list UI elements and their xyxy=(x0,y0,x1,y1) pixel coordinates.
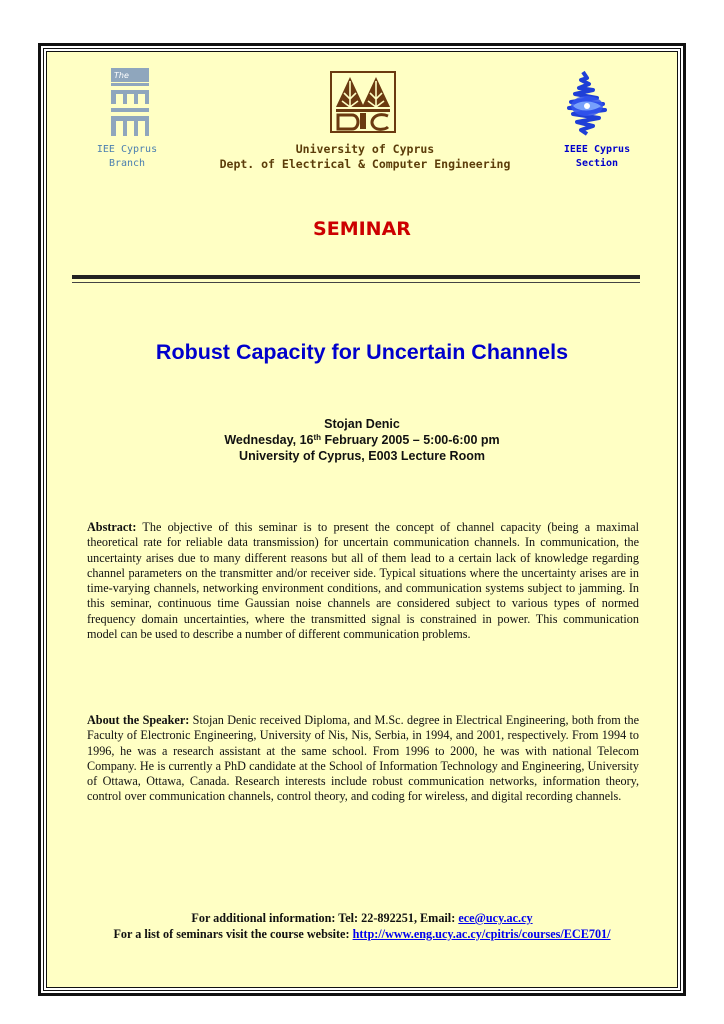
university-header xyxy=(190,142,540,172)
iee-caption-line2: Branch xyxy=(108,158,146,169)
abstract-text: The objective of this seminar is to present the concept of channel capacity (being a maximal theoretical rate for reliable data transmission) for uncertain communication channels. In communication, the uncertainty arises due to many different reasons but all of them lead to a certain lack of knowledge regarding channel parameters on the transmitter and/or receiver side. Typical situations where the uncertainty arises are in time-varying channels, networking environment conditions, and communication systems subject to jamming. In this seminar, continuous time Gaussian noise channels are considered subject to various types of normed frequency domain uncertainties, where the transmitted signal is constrained in power. This communication model can be used to describe a number of different communication problems. xyxy=(87,520,639,642)
footer xyxy=(46,910,678,942)
speaker-bio-text: Stojan Denic received Diploma, and M.Sc. degree in Electrical Engineering, both from the Faculty of Electronic Engineering, University of Nis, Nis, Serbia, in 1994, and 2001, respectively. From 1994 to 1996, he was a research assistant at the same school. From 1996 to 2000, he was with national Telecom Company. He is currently a PhD candidate at the School of Information Technology and Engineering, University of Ottawa, Ottawa, Canada. Research interests include robust communication networks, information theory, control over communication channels, control theory, and coding for wireless, and digital recording channels. xyxy=(87,713,639,804)
contact-line xyxy=(46,910,678,926)
ieee-caption xyxy=(556,143,638,171)
abstract-label: Abstract: xyxy=(87,520,137,534)
date-prefix: Wednesday, 16 xyxy=(224,433,314,447)
contact-prefix: For additional information: Tel: 22-892251, Email: xyxy=(191,911,459,925)
department-name: Dept. of Electrical & Computer Engineering xyxy=(219,157,511,171)
iee-caption-line1: IEE Cyprus xyxy=(96,144,158,155)
iee-caption xyxy=(82,143,172,171)
talk-title: Robust Capacity for Uncertain Channels xyxy=(155,340,569,364)
date-ordinal: th xyxy=(313,433,322,442)
iee-logo-icon xyxy=(111,68,149,138)
speaker-bio-paragraph xyxy=(87,713,639,805)
website-line xyxy=(46,926,678,942)
website-prefix: For a list of seminars visit the course website: xyxy=(113,927,353,941)
email-link[interactable]: ece@ucy.ac.cy xyxy=(458,911,533,925)
course-website-link[interactable]: http://www.eng.ucy.ac.cy/cpitris/courses/ECE701/ xyxy=(352,927,611,941)
date-suffix: February 2005 – 5:00-6:00 pm xyxy=(321,433,500,447)
divider-thin xyxy=(72,282,640,283)
abstract-paragraph xyxy=(87,520,639,642)
talk-date xyxy=(46,432,678,448)
university-logo-icon xyxy=(330,71,396,133)
divider-thick xyxy=(72,275,640,279)
talk-venue: University of Cyprus, E003 Lecture Room xyxy=(239,449,485,463)
iee-logo-badge: The xyxy=(114,71,129,80)
speaker-bio-label: About the Speaker: xyxy=(87,713,190,727)
ieee-caption-line1: IEEE Cyprus xyxy=(563,144,631,155)
university-name: University of Cyprus xyxy=(295,142,435,156)
speaker-name: Stojan Denic xyxy=(324,417,400,431)
talk-info xyxy=(46,416,678,464)
ieee-caption-line2: Section xyxy=(575,158,619,169)
seminar-label: SEMINAR xyxy=(313,218,411,240)
ieee-cyprus-logo-icon xyxy=(563,70,609,136)
